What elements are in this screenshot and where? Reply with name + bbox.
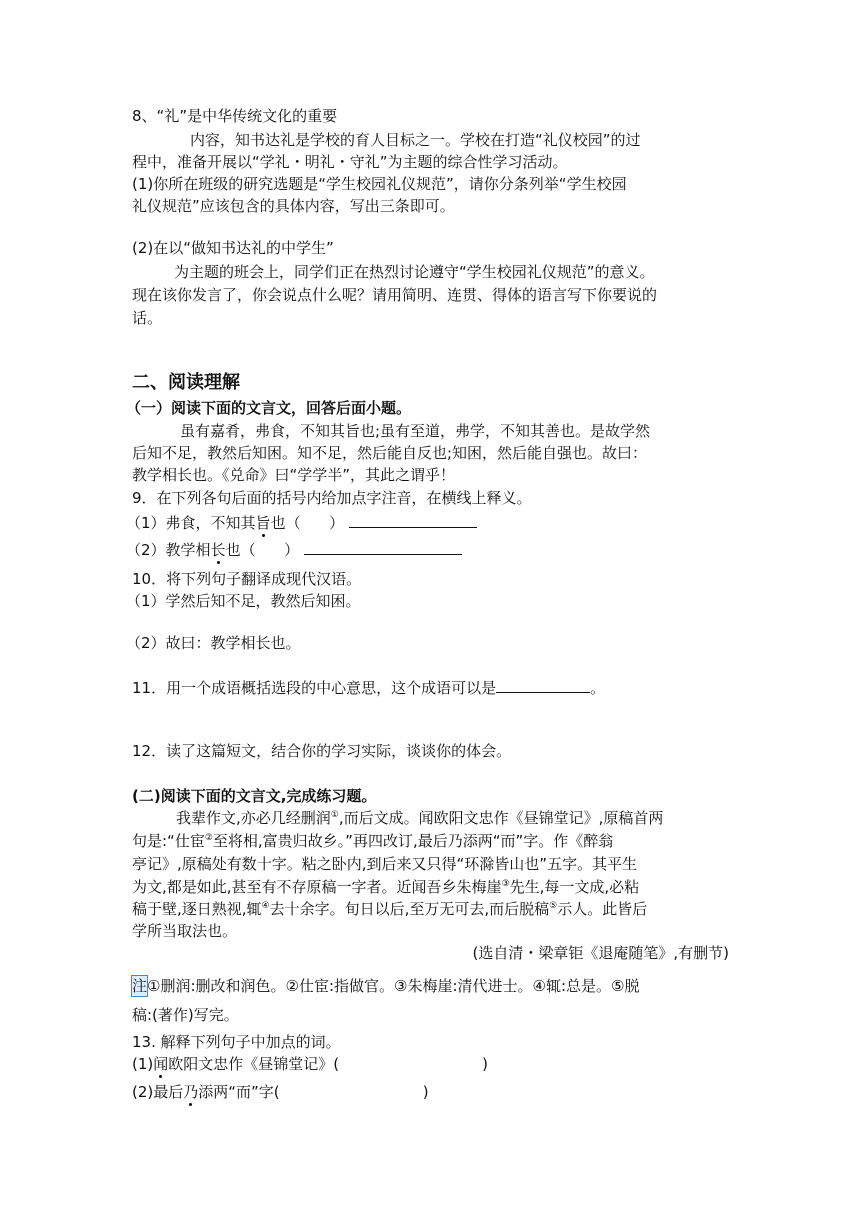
part1-heading: （一）阅读下面的文言文，回答后面小题。 bbox=[126, 399, 412, 417]
dotted-char: 乃 bbox=[183, 1083, 199, 1101]
text1-line-3: 教学相长也。《兑命》曰“学学半”，其此之谓乎！ bbox=[132, 466, 456, 484]
notes-line-2: 稿:(著作)写完。 bbox=[132, 1006, 239, 1024]
text2-line-4: 为文,都是如此,甚至有不存原稿一字者。近闻吾乡朱梅崖③先生,每一文成,必粘 bbox=[132, 878, 640, 896]
q11: 11．用一个成语概括选段的中心意思，这个成语可以是 。 bbox=[132, 679, 606, 697]
q8-part2-line-3: 现在该你发言了，你会说点什么呢？请用简明、连贯、得体的语言写下你要说的 bbox=[132, 286, 658, 304]
text2-line-5: 稿于壁,逐日熟视,辄④去十余字。旬日以后,至万无可去,而后脱稿⑤示人。此皆后 bbox=[132, 900, 648, 918]
text2-line-1: 我辈作文,亦必几经删润①,而后文成。闻欧阳文忠作《昼锦堂记》,原稿首两 bbox=[176, 809, 664, 827]
notes-line-1: 注①删润:删改和润色。②仕宦:指做官。③朱梅崖:清代进士。④辄:总是。⑤脱 bbox=[132, 977, 640, 995]
q8-part2-line-1: (2)在以“做知书达礼的中学生” bbox=[132, 239, 334, 257]
q9-stem: 9．在下列各句后面的括号内给加点字注音，在横线上释义。 bbox=[132, 489, 532, 507]
q10-item-1: （1）学然后知不足，教然后知困。 bbox=[126, 592, 361, 610]
part2-heading: (二)阅读下面的文言文,完成练习题。 bbox=[132, 787, 377, 805]
q8-line-3: 程中，准备开展以“学礼・明礼・守礼”为主题的综合性学习活动。 bbox=[132, 153, 568, 171]
q10-stem: 10．将下列句子翻译成现代汉语。 bbox=[132, 570, 362, 588]
q8-part1-line-2: 礼仪规范”应该包含的具体内容，写出三条即可。 bbox=[132, 197, 455, 215]
q8-line-2: 内容，知书达礼是学校的育人目标之一。学校在打造“礼仪校园”的过 bbox=[190, 131, 641, 149]
answer-blank[interactable] bbox=[349, 512, 477, 528]
q13-item-2: (2)最后乃添两“而”字( ) bbox=[132, 1083, 429, 1101]
q10-item-2: （2）故曰：教学相长也。 bbox=[126, 634, 301, 652]
source-citation: (选自清・梁章钜《退庵随笔》,有删节) bbox=[472, 944, 729, 962]
q13-stem: 13. 解释下列句子中加点的词。 bbox=[132, 1033, 341, 1051]
q8-line-1: 8、“礼”是中华传统文化的重要 bbox=[132, 107, 338, 125]
q8-part1-line-1: (1)你所在班级的研究选题是“学生校园礼仪规范”，请你分条列举“学生校园 bbox=[132, 175, 627, 193]
text1-line-1: 虽有嘉肴，弗食，不知其旨也;虽有至道，弗学，不知其善也。是故学然 bbox=[180, 422, 651, 440]
q9-item-1: （1）弗食，不知其旨也（ ） bbox=[126, 512, 477, 533]
answer-blank[interactable] bbox=[304, 539, 462, 555]
text2-line-3: 亭记》,原稿处有数十字。粘之卧内,到后来又只得“环滁皆山也”五字。其平生 bbox=[132, 855, 638, 873]
dotted-char: 长 bbox=[210, 541, 226, 559]
text1-line-2: 后知不足，教然后知困。知不足，然后能自反也;知困，然后能自强也。故曰： bbox=[132, 444, 648, 462]
text2-line-2: 句是:“仕宦②至将相,富贵归故乡。”再四改订,最后乃添两“而”字。作《醉翁 bbox=[132, 832, 614, 850]
q8-part2-line-4: 话。 bbox=[132, 309, 163, 327]
note-marker[interactable]: 注 bbox=[132, 977, 148, 995]
dotted-char: 闻 bbox=[153, 1055, 169, 1073]
q12: 12．读了这篇短文，结合你的学习实际，谈谈你的体会。 bbox=[132, 742, 512, 760]
section-title: 二、阅读理解 bbox=[132, 372, 240, 393]
text2-line-6: 学所当取法也。 bbox=[132, 922, 238, 940]
dotted-char: 旨 bbox=[255, 514, 271, 532]
q13-item-1: (1)闻欧阳文忠作《昼锦堂记》( ) bbox=[132, 1055, 489, 1073]
q8-part2-line-2: 为主题的班会上，同学们正在热烈讨论遵守“学生校园礼仪规范”的意义。 bbox=[174, 263, 655, 281]
q9-item-2: （2）教学相长也（ ） bbox=[126, 539, 462, 560]
answer-blank[interactable] bbox=[496, 677, 590, 693]
